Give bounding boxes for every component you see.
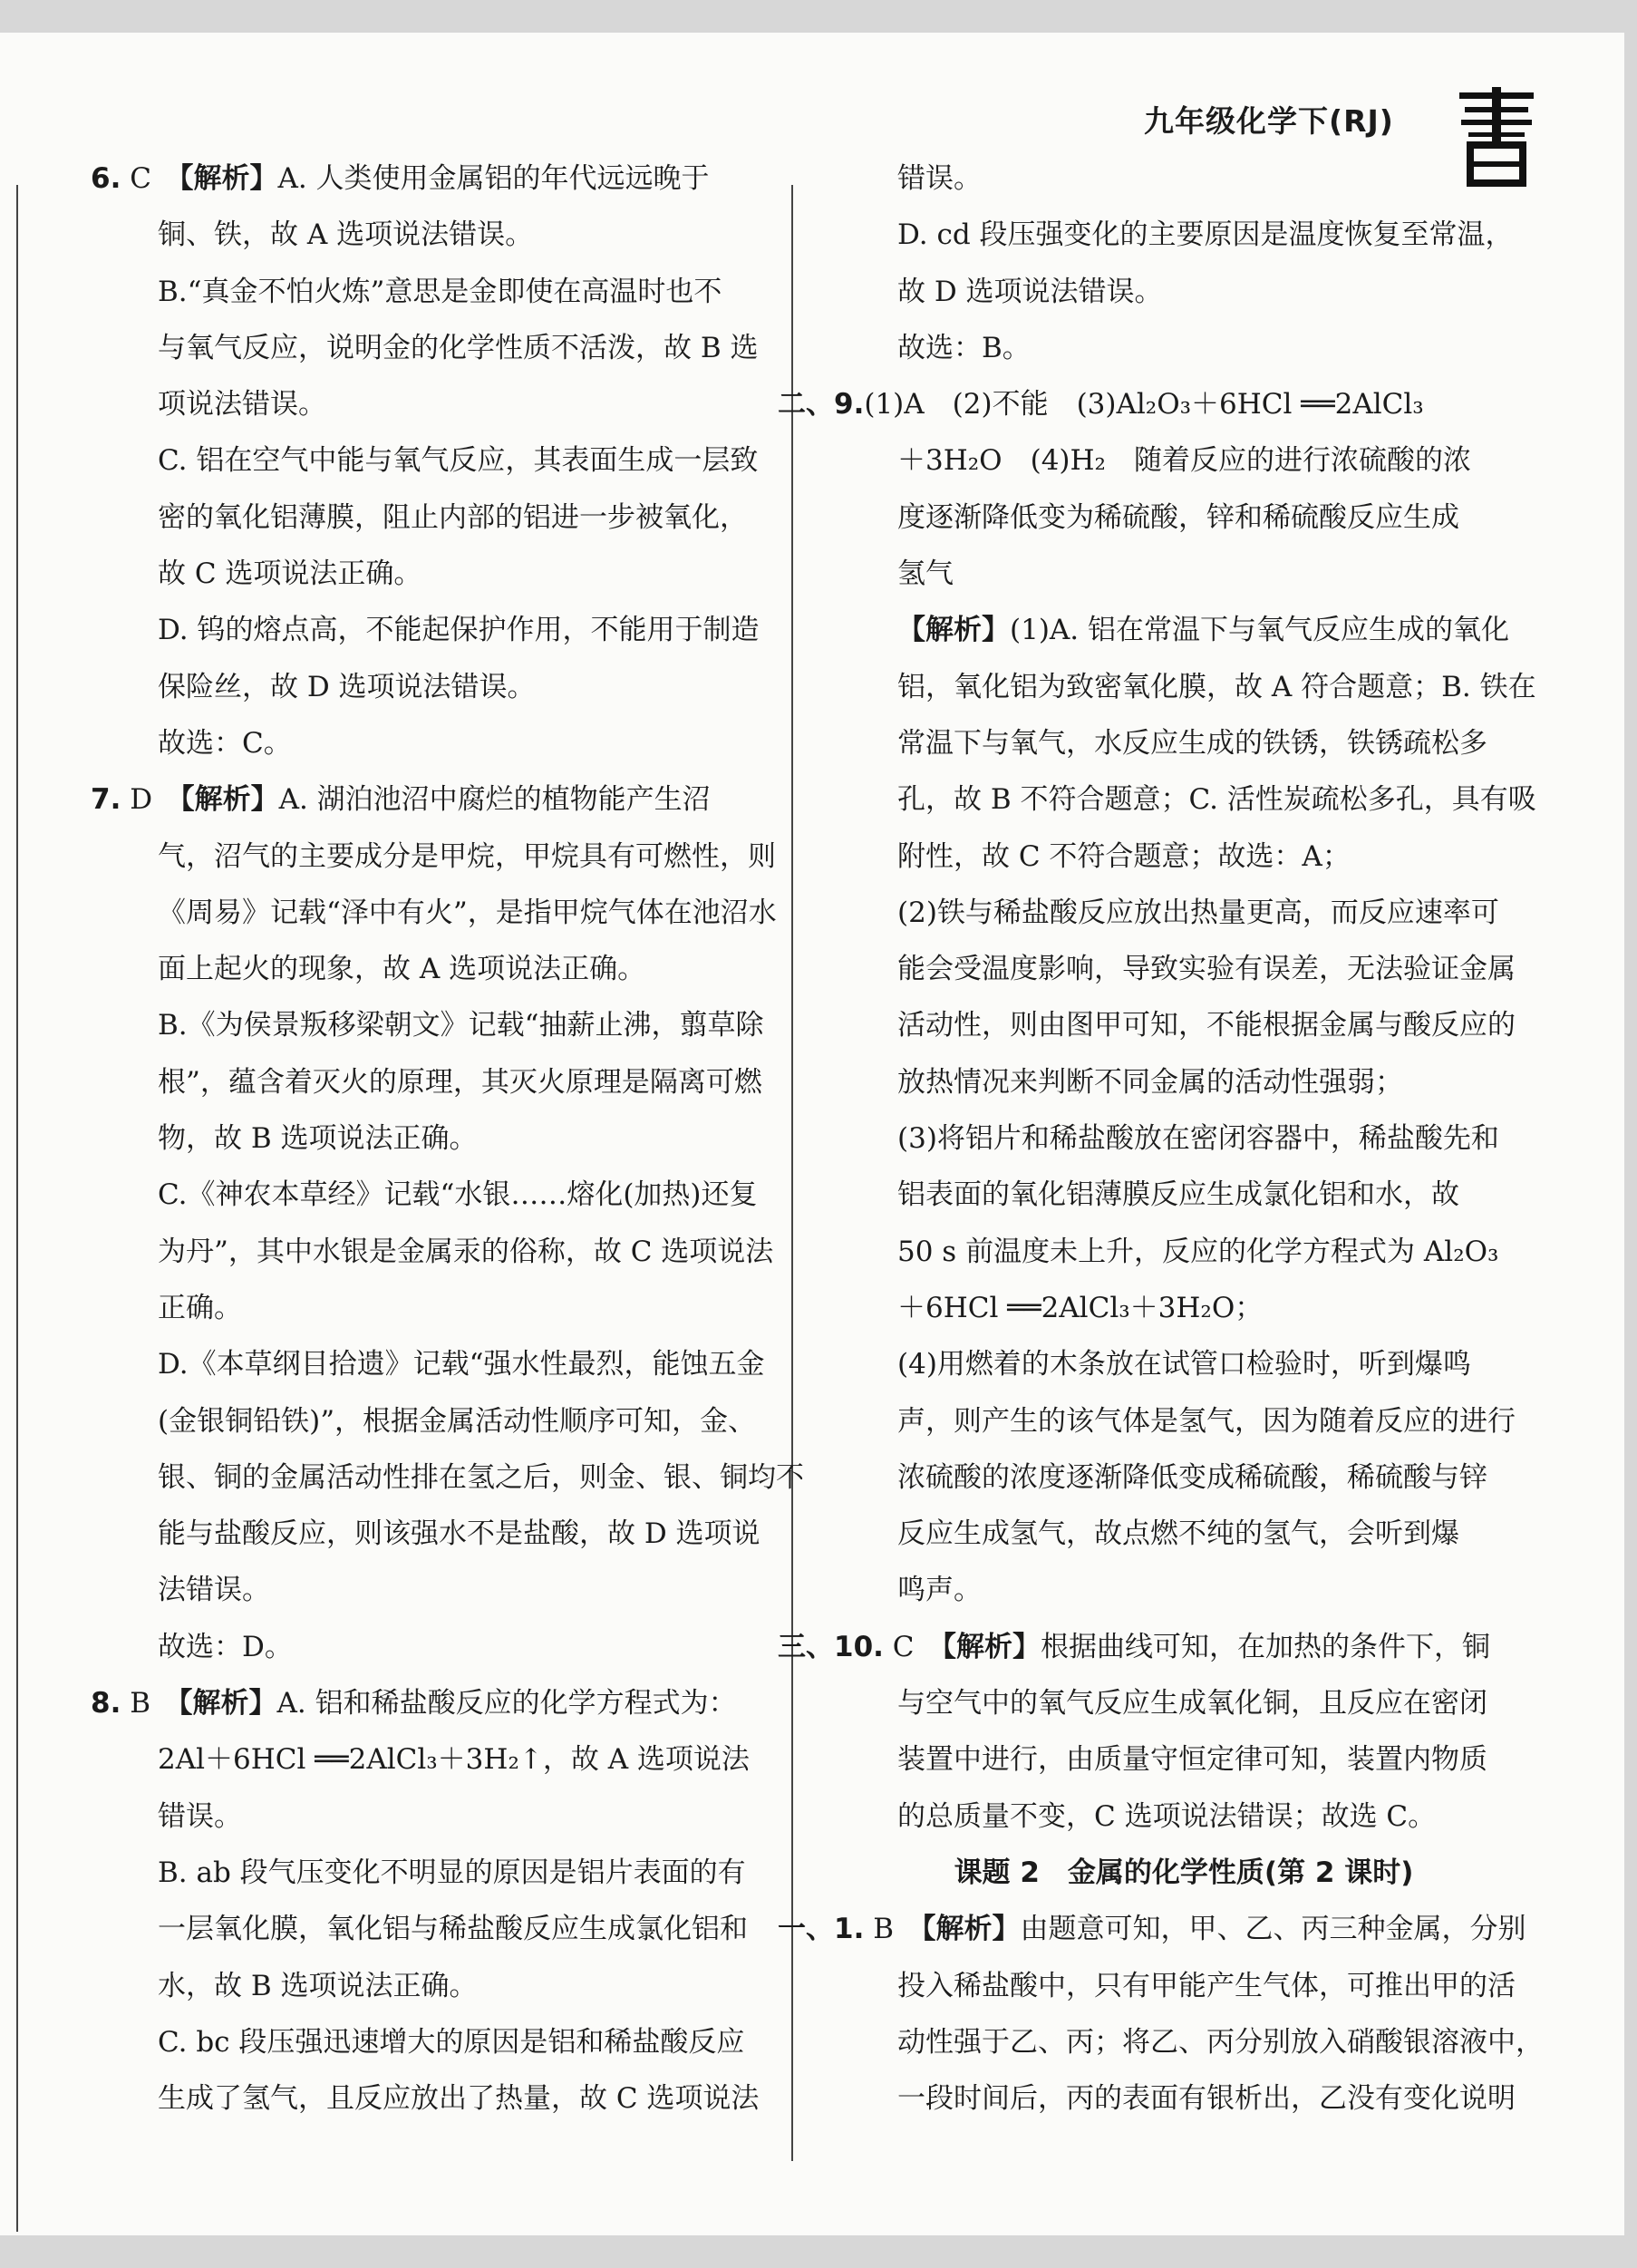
- text-line: [91, 1619, 780, 1675]
- line-text: (金银铜铅铁)”，根据金属活动性顺序可知，金、: [158, 1404, 757, 1438]
- analysis-label: 【解析】: [922, 1913, 1021, 1946]
- line-text: ＋6HCl ══2AlCl₃＋3H₂O；: [897, 1291, 1264, 1324]
- line-text: 一段时间后，丙的表面有银析出，乙没有变化说明: [897, 2082, 1516, 2116]
- answer-choice: C: [892, 1630, 915, 1663]
- page: [0, 33, 1624, 2235]
- text-line: [821, 1731, 1546, 1788]
- line-text: 物，故 B 选项说法正确。: [158, 1122, 478, 1156]
- text-line: [821, 659, 1546, 715]
- line-text: D. cd 段压强变化的主要原因是温度恢复至常温，: [897, 218, 1514, 252]
- line-text: 密的氧化铝薄膜，阻止内部的铝进一步被氧化，: [158, 500, 748, 534]
- line-text: 浓硫酸的浓度逐渐降低变成稀硫酸，稀硫酸与锌: [897, 1460, 1487, 1494]
- text-line: [91, 2070, 780, 2127]
- text-line: [821, 1506, 1546, 1562]
- text-line: [821, 2014, 1546, 2070]
- text-line: [821, 489, 1546, 546]
- line-text: 故选：B。: [897, 331, 1031, 364]
- text-line: [821, 432, 1546, 489]
- line-text: ＋3H₂O (4)H₂ 随着反应的进行浓硫酸的浓: [897, 444, 1471, 478]
- text-line: [91, 1788, 780, 1845]
- line-text: 铜、铁，故 A 选项说法错误。: [158, 218, 534, 252]
- text-line: [91, 1901, 780, 1957]
- question-number: 一、1.: [778, 1913, 865, 1946]
- line-text: 为丹”，其中水银是金属汞的俗称，故 C 选项说法: [158, 1235, 774, 1268]
- line-text: 装置中进行，由质量守恒定律可知，装置内物质: [897, 1743, 1487, 1777]
- line-text: 铝表面的氧化铝薄膜反应生成氯化铝和水，故: [897, 1178, 1459, 1212]
- text-line: [821, 1675, 1546, 1731]
- text-line: [91, 1393, 780, 1449]
- line-text: 孔，故 B 不符合题意；C. 活性炭疏松多孔，具有吸: [897, 783, 1536, 817]
- text-line: [91, 264, 780, 320]
- line-text: 度逐渐降低变为稀硫酸，锌和稀硫酸反应生成: [897, 500, 1459, 534]
- line-text: D. 钨的熔点高，不能起保护作用，不能用于制造: [158, 614, 760, 647]
- text-line: [778, 1901, 1546, 1957]
- line-text: (2)铁与稀盐酸反应放出热量更高，而反应速率可: [897, 896, 1499, 929]
- line-text: 银、铜的金属活动性排在氢之后，则金、银、铜均不: [158, 1460, 804, 1494]
- line-text: 正确。: [158, 1291, 242, 1324]
- left-margin-rule: [16, 185, 18, 2232]
- line-text: 一层氧化膜，氧化铝与稀盐酸反应生成氯化铝和: [158, 1913, 748, 1946]
- text-line: [821, 1336, 1546, 1392]
- line-text: 的总质量不变，C 选项说法错误；故选 C。: [897, 1799, 1437, 1833]
- text-line: [821, 602, 1546, 658]
- text-line: [91, 885, 780, 941]
- text-line: [91, 1280, 780, 1336]
- left-column: [91, 150, 804, 2127]
- line-text: 铝，氧化铝为致密氧化膜，故 A 符合题意；B. 铁在: [897, 670, 1536, 703]
- line-text: 错误。: [897, 162, 982, 195]
- line-text: 反应生成氢气，故点燃不纯的氢气，会听到爆: [897, 1517, 1459, 1551]
- text-line: [91, 1845, 780, 1901]
- text-line: [91, 1958, 780, 2014]
- line-text: 声，则产生的该气体是氢气，因为随着反应的进行: [897, 1404, 1516, 1438]
- line-text: 氢气: [897, 557, 954, 591]
- line-text: 投入稀盐酸中，只有甲能产生气体，可推出甲的活: [897, 1969, 1516, 2002]
- text-line: [821, 941, 1546, 997]
- analysis-label: 【解析】: [897, 614, 1010, 647]
- line-text: (3)将铝片和稀盐酸放在密闭容器中，稀盐酸先和: [897, 1122, 1499, 1156]
- text-line: [821, 1110, 1546, 1167]
- line-text: 2Al＋6HCl ══2AlCl₃＋3H₂↑，故 A 选项说法: [158, 1743, 750, 1777]
- line-text: 由题意可知，甲、乙、丙三种金属，分别: [1020, 1913, 1526, 1946]
- line-text: C. 铝在空气中能与氧气反应，其表面生成一层致: [158, 444, 759, 478]
- text-line: [821, 1393, 1546, 1449]
- question-number: 三、10.: [778, 1630, 884, 1663]
- line-text: (4)用燃着的木条放在试管口检验时，听到爆鸣: [897, 1348, 1471, 1381]
- question-number: 二、9.: [778, 388, 865, 422]
- text-line: [91, 1675, 780, 1731]
- text-line: [91, 715, 780, 771]
- text-line: [91, 1449, 804, 1506]
- text-line: [91, 2014, 780, 2070]
- text-line: [821, 885, 1546, 941]
- text-line: [821, 1788, 1546, 1845]
- answer-choice: D: [130, 783, 153, 817]
- text-line: [821, 829, 1546, 885]
- text-line: [821, 150, 1546, 207]
- line-text: 故 D 选项说法错误。: [897, 275, 1163, 308]
- text-line: [821, 1958, 1546, 2014]
- text-line: [821, 1562, 1546, 1618]
- line-text: 生成了氢气，且反应放出了热量，故 C 选项说法: [158, 2082, 760, 2116]
- line-text: B.“真金不怕火炼”意思是金即使在高温时也不: [158, 275, 722, 308]
- line-text: C. bc 段压强迅速增大的原因是铝和稀盐酸反应: [158, 2025, 745, 2059]
- line-text: 《周易》记载“泽中有火”，是指甲烷气体在池沼水: [158, 896, 777, 929]
- line-text: 气，沼气的主要成分是甲烷，甲烷具有可燃性，则: [158, 839, 776, 873]
- line-text: D.《本草纲目拾遗》记载“强水性最烈，能蚀五金: [158, 1348, 765, 1381]
- line-text: 法错误。: [158, 1574, 270, 1607]
- text-line: [91, 941, 780, 997]
- text-line: [91, 432, 780, 489]
- line-text: 故选：C。: [158, 726, 292, 760]
- line-text: 能与盐酸反应，则该强水不是盐酸，故 D 选项说: [158, 1517, 760, 1551]
- text-line: [91, 1224, 780, 1280]
- question-number: 7.: [91, 783, 121, 817]
- line-text: (1)A. 铝在常温下与氧气反应生成的氧化: [1010, 614, 1510, 647]
- text-line: [821, 997, 1546, 1053]
- question-number: 8.: [91, 1687, 121, 1720]
- text-line: [821, 1054, 1546, 1110]
- line-text: 常温下与氧气，水反应生成的铁锈，铁锈疏松多: [897, 726, 1487, 760]
- text-line: [821, 207, 1546, 263]
- text-line: [91, 602, 780, 658]
- line-text: 错误。: [158, 1799, 242, 1833]
- line-text: 水，故 B 选项说法正确。: [158, 1969, 478, 2002]
- answer-choice: B: [130, 1687, 150, 1720]
- line-text: 根据曲线可知，在加热的条件下，铜: [1041, 1630, 1491, 1663]
- line-text: 故选：D。: [158, 1630, 293, 1663]
- text-line: [91, 150, 780, 207]
- line-text: B. ab 段气压变化不明显的原因是铝片表面的有: [158, 1856, 746, 1889]
- text-line: [91, 376, 780, 432]
- text-line: [821, 1167, 1546, 1223]
- text-line: [91, 1336, 780, 1392]
- text-line: [91, 546, 780, 602]
- line-text: 项说法错误。: [158, 388, 326, 422]
- answer-choice: C: [130, 162, 151, 195]
- text-line: [91, 489, 780, 546]
- line-text: 鸣声。: [897, 1574, 982, 1607]
- text-line: [821, 771, 1546, 828]
- text-line: [91, 771, 780, 828]
- text-line: [91, 1562, 780, 1618]
- text-line: [821, 546, 1546, 602]
- text-line: [91, 829, 780, 885]
- text-line: [91, 1167, 780, 1223]
- text-line: [821, 264, 1546, 320]
- line-text: 面上起火的现象，故 A 选项说法正确。: [158, 953, 646, 986]
- text-line: [821, 1224, 1546, 1280]
- line-text: A. 铝和稀盐酸反应的化学方程式为：: [276, 1687, 737, 1720]
- analysis-label: 【解析】: [179, 162, 278, 195]
- analysis-label: 【解析】: [180, 783, 279, 817]
- text-line: [821, 2070, 1546, 2127]
- text-line: [821, 320, 1546, 376]
- line-text: 保险丝，故 D 选项说法错误。: [158, 670, 536, 703]
- text-line: [778, 1619, 1546, 1675]
- text-line: [91, 997, 780, 1053]
- text-line: [91, 1506, 780, 1562]
- text-line: [91, 1110, 780, 1167]
- analysis-label: 【解析】: [942, 1630, 1041, 1663]
- text-line: [821, 1449, 1546, 1506]
- line-text: (1)A (2)不能 (3)Al₂O₃＋6HCl ══2AlCl₃: [864, 388, 1424, 422]
- line-text: A. 湖泊池沼中腐烂的植物能产生沼: [278, 783, 711, 817]
- line-text: 动性强于乙、丙；将乙、丙分别放入硝酸银溶液中，: [897, 2025, 1544, 2059]
- text-line: [91, 659, 780, 715]
- line-text: 活动性，则由图甲可知，不能根据金属与酸反应的: [897, 1009, 1516, 1042]
- text-line: [821, 1280, 1546, 1336]
- text-line: [91, 1731, 780, 1788]
- line-text: C.《神农本草经》记载“水银……熔化(加热)还复: [158, 1178, 758, 1212]
- line-text: B.《为侯景叛移梁朝文》记载“抽薪止沸，翦草除: [158, 1009, 764, 1042]
- text-line: [821, 1845, 1546, 1901]
- text-line: [91, 207, 780, 263]
- line-text: 与氧气反应，说明金的化学性质不活泼，故 B 选: [158, 331, 759, 364]
- text-line: [91, 1054, 780, 1110]
- question-number: 6.: [91, 162, 121, 195]
- line-text: 能会受温度影响，导致实验有误差，无法验证金属: [897, 953, 1516, 986]
- line-text: 附性，故 C 不符合题意；故选：A；: [897, 839, 1351, 873]
- line-text: A. 人类使用金属铝的年代远远晚于: [277, 162, 710, 195]
- text-line: [821, 715, 1546, 771]
- right-column: [778, 150, 1546, 2127]
- analysis-label: 【解析】: [179, 1687, 277, 1720]
- line-text: 故 C 选项说法正确。: [158, 557, 422, 591]
- column-divider: [791, 185, 793, 2161]
- header-title: 九年级化学下(RJ): [1144, 103, 1394, 139]
- line-text: 放热情况来判断不同金属的活动性强弱；: [897, 1065, 1403, 1099]
- line-text: 与空气中的氧气反应生成氧化铜，且反应在密闭: [897, 1687, 1487, 1720]
- section-heading: 课题 2 金属的化学性质(第 2 课时): [954, 1856, 1414, 1889]
- line-text: 根”，蕴含着灭火的原理，其灭火原理是隔离可燃: [158, 1065, 762, 1099]
- line-text: 50 s 前温度未上升，反应的化学方程式为 Al₂O₃: [897, 1235, 1499, 1268]
- text-line: [91, 320, 780, 376]
- answer-choice: B: [873, 1913, 894, 1946]
- text-line: [778, 376, 1546, 432]
